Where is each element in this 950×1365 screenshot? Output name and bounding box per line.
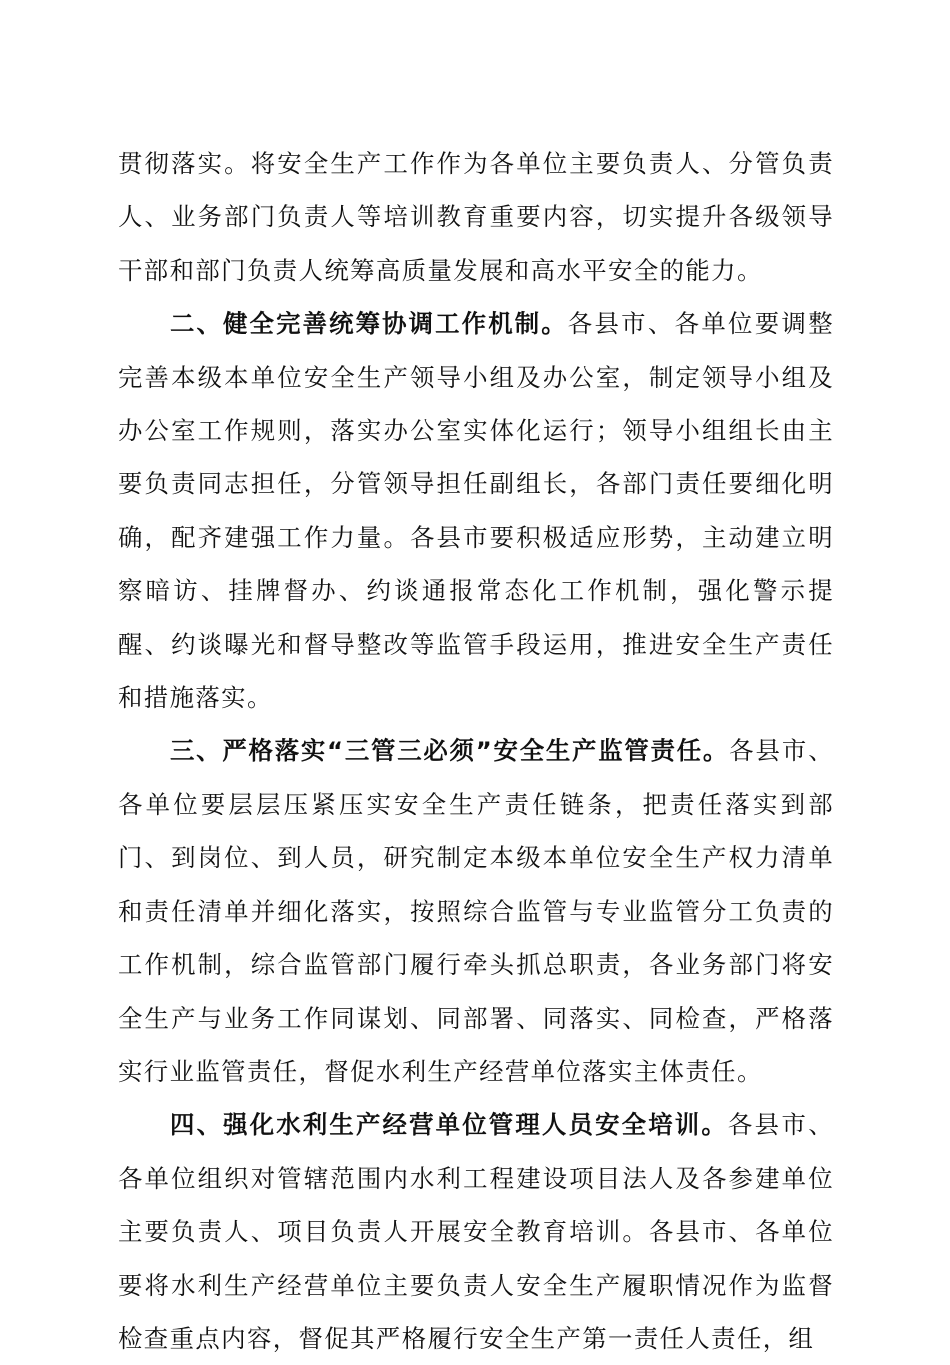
paragraph-section-3 (118, 724, 834, 1098)
paragraph-continuation (118, 137, 834, 297)
section-heading: 四、强化水利生产经营单位管理人员安全培训。 (170, 1110, 728, 1140)
paragraph-section-2 (118, 297, 834, 724)
paragraph-body: 各县市、各单位要层层压紧压实安全生产责任链条，把责任落实到部门、到岗位、到人员，研究制定本级本单位安全生产权力清单和责任清单并细化落实，按照综合监管与专业监管分工负责的工作机制，综合监管部门履行牵头抓总职责，各业务部门将安全生产与业务工作同谋划、同部署、同落实、同检查，严格落实行业监管责任，督促水利生产经营单位落实主体责任。 (118, 736, 834, 1086)
paragraph-body: 各县市、各单位要调整完善本级本单位安全生产领导小组及办公室，制定领导小组及办公室工作规则，落实办公室实体化运行；领导小组组长由主要负责同志担任，分管领导担任副组长，各部门责任要细化明确，配齐建强工作力量。各县市要积极适应形势，主动建立明察暗访、挂牌督办、约谈通报常态化工作机制，强化警示提醒、约谈曝光和督导整改等监管手段运用，推进安全生产责任和措施落实。 (118, 309, 834, 713)
paragraph-body: 各县市、各单位组织对管辖范围内水利工程建设项目法人及各参建单位主要负责人、项目负责人开展安全教育培训。各县市、各单位要将水利生产经营单位主要负责人安全生产履职情况作为监督检查重点内容，督促其严格履行安全生产第一责任人责任，组 (118, 1110, 834, 1353)
document-body (118, 137, 834, 1365)
section-heading: 三、严格落实“三管三必须”安全生产监管责任。 (170, 736, 730, 766)
section-heading: 二、健全完善统筹协调工作机制。 (170, 309, 568, 339)
paragraph-section-4 (118, 1098, 834, 1365)
paragraph-body: 贯彻落实。将安全生产工作作为各单位主要负责人、分管负责人、业务部门负责人等培训教育重要内容，切实提升各级领导干部和部门负责人统筹高质量发展和高水平安全的能力。 (118, 149, 834, 285)
